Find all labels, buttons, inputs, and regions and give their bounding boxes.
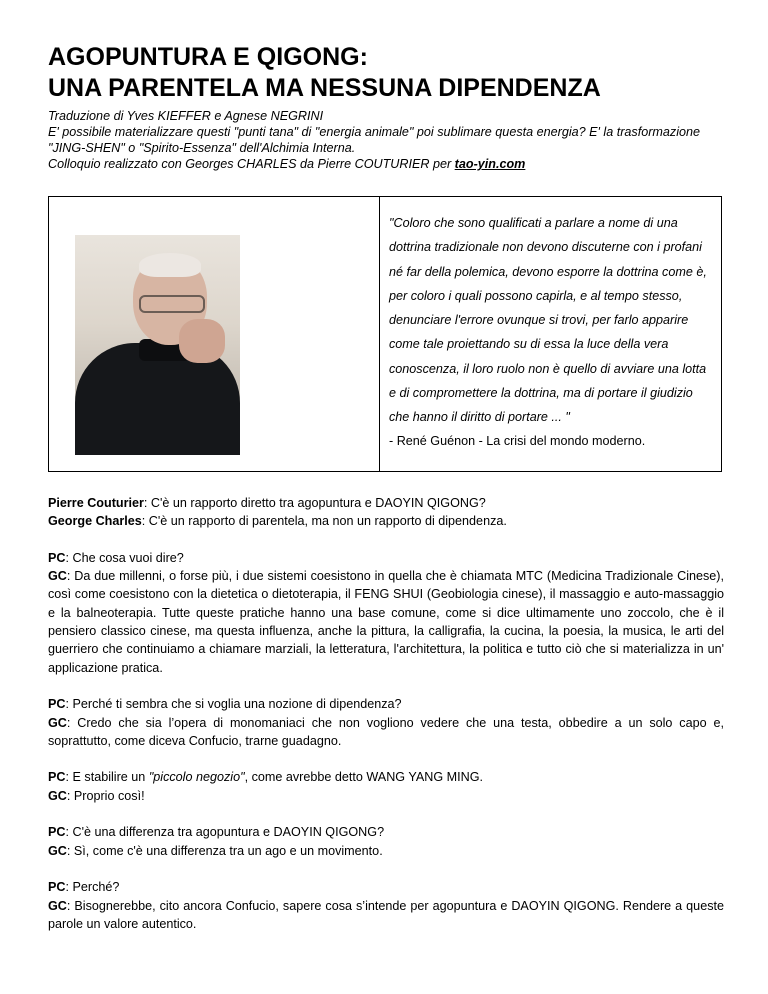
box-divider xyxy=(379,197,380,471)
title-line-2: UNA PARENTELA MA NESSUNA DIPENDENZA xyxy=(48,74,601,102)
dialog-exchange xyxy=(48,878,724,933)
speaker-name: PC xyxy=(48,825,66,840)
dialog-exchange xyxy=(48,549,724,677)
speaker-name: PC xyxy=(48,770,66,785)
dialog-exchange xyxy=(48,823,724,860)
quote-text: "Coloro che sono qualificati a parlare a nome di una dottrina tradizionale non devono discuterne con i profani né far della polemica, devono esporre la dottrina come è, per coloro i quali possono capirla, e al tempo stesso, denunciare l'errore ovunque si trovi, per farlo apparire come tale proiettando su di essa la luce della vera conoscenza, il loro ruolo non è quello di avviare una lotta e di compromettere la dottrina, ma di portare il giudizio che hanno il diritto di portare ... " xyxy=(389,216,707,425)
interview-credit xyxy=(48,156,724,172)
document-page xyxy=(48,42,724,931)
speaker-name: GC xyxy=(48,898,67,913)
speaker-name: GC xyxy=(48,788,67,803)
title-line-1: AGOPUNTURA E QIGONG: xyxy=(48,43,368,71)
speaker-name: Pierre Couturier xyxy=(48,496,144,510)
speaker-name: PC xyxy=(48,697,66,712)
dialog-text: : Perché? xyxy=(65,880,120,895)
portrait-photo xyxy=(75,235,240,455)
document-title xyxy=(48,42,724,104)
speaker-name: GC xyxy=(48,843,67,858)
quote-box xyxy=(48,196,722,472)
interview-dialog xyxy=(48,494,724,951)
translation-credit: Traduzione di Yves KIEFFER e Agnese NEGRINI xyxy=(48,109,324,123)
dialog-italic-text: "piccolo negozio" xyxy=(148,770,245,785)
dialog-text: : C'è un rapporto diretto tra agopuntura e DAOYIN QIGONG? xyxy=(143,496,486,510)
dialog-text: : C'è una differenza tra agopuntura e DAOYIN QIGONG? xyxy=(65,825,385,840)
dialog-exchange xyxy=(48,695,724,750)
quote-source: - René Guénon - La crisi del mondo moderno. xyxy=(389,434,646,448)
dialog-text: : Perché ti sembra che si voglia una nozione di dipendenza? xyxy=(65,697,402,712)
interview-prefix: Colloquio realizzato con Georges CHARLES da Pierre COUTURIER per xyxy=(48,157,455,171)
dialog-exchange xyxy=(48,768,724,805)
dialog-exchange xyxy=(48,494,724,531)
header-meta xyxy=(48,108,724,172)
subtitle: E' possibile materializzare questi "punti tana" di "energia animale" poi sublimare questa energia? E' la trasformazione "JING-SHEN" o "Spirito-Essenza" dell'Alchimia Interna. xyxy=(48,125,701,155)
dialog-text: : C'è un rapporto di parentela, ma non un rapporto di dipendenza. xyxy=(141,514,507,529)
dialog-text: : Credo che sia l’opera di monomaniaci che non vogliono vedere che una testa, obbedire a un solo capo e, soprattutto, come diceva Confucio, trarne guadagno. xyxy=(48,715,724,748)
speaker-name: George Charles xyxy=(48,514,142,529)
dialog-text: : Da due millenni, o forse più, i due sistemi coesistono in quella che è chiamata MTC (Medicina Tradizionale Cinese), così come coesistono con la dietetica o dietoterapia, il FENG SHUI (Geobiologia cinese), il massaggio e auto-massaggio e la balneoterapia. Tutte queste pratiche hanno una base comune, come si dice ultimamente uno zoccolo, che è il pensiero classico cinese, ma questa influenza, anche la pittura, la calligrafia, la cucina, la poesia, la musica, le arti del guerriero che continuiamo a chiamare marziali, la letteratura, l'architettura, la politica e tutto ciò che si materializza in un' applicazione pratica. xyxy=(48,569,724,675)
dialog-text: : Che cosa vuoi dire? xyxy=(65,550,184,565)
dialog-text: : Proprio così! xyxy=(66,788,145,803)
dialog-text: : Bisognerebbe, cito ancora Confucio, sapere cosa s’intende per agopuntura e DAOYIN QIGONG. Rendere a queste parole un valore autentico. xyxy=(48,898,724,931)
speaker-name: GC xyxy=(48,569,67,584)
speaker-name: GC xyxy=(48,715,67,730)
dialog-text: : Sì, come c'è una differenza tra un ago e un movimento. xyxy=(66,843,383,858)
dialog-text: , come avrebbe detto WANG YANG MING. xyxy=(244,770,484,785)
speaker-name: PC xyxy=(48,880,66,895)
tao-yin-link[interactable]: tao-yin.com xyxy=(454,157,526,171)
speaker-name: PC xyxy=(48,550,66,565)
dialog-text: : E stabilire un xyxy=(65,770,149,785)
